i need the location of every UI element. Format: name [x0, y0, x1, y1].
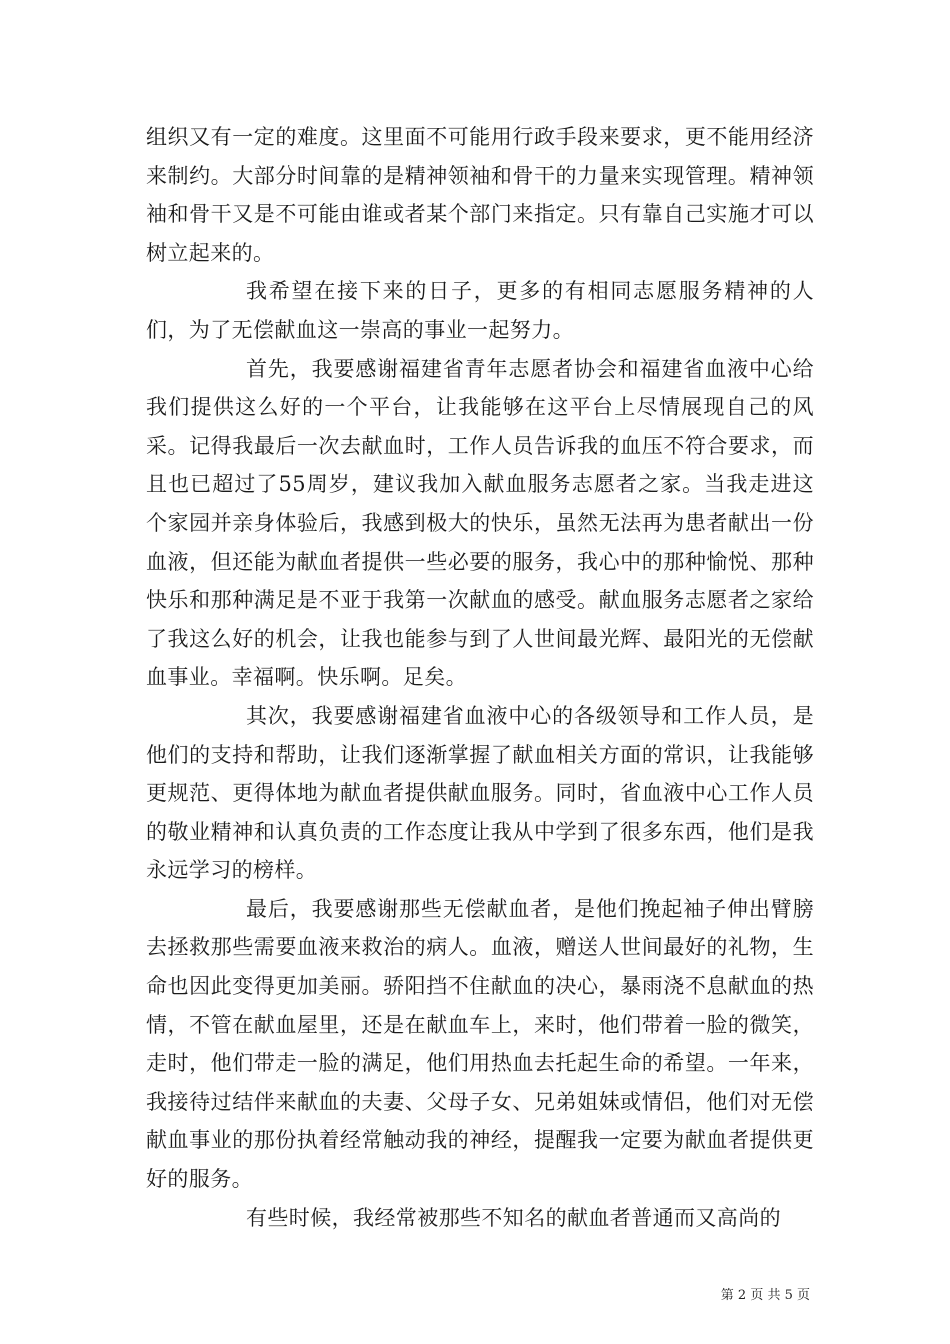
paragraph-last-thanks: 最后，我要感谢那些无偿献血者，是他们挽起袖子伸出臂膀去拯救那些需要血液来救治的病人。血液，赠送人世间最好的礼物，生命也因此变得更加美丽。骄阳挡不住献血的决心，暴雨浇不息献血的热情，不管在献血屋里，还是在献血车上，来时，他们带着一脸的微笑，走时，他们带走一脸的满足，他们用热血去托起生命的希望。一年来，我接待过结伴来献血的夫妻、父母子女、兄弟姐妹或情侣，他们对无偿献血事业的那份执着经常触动我的神经，提醒我一定要为献血者提供更好的服务。 — [146, 896, 814, 1192]
paragraph-second-thanks: 其次，我要感谢福建省血液中心的各级领导和工作人员，是他们的支持和帮助，让我们逐渐掌握了献血相关方面的常识，让我能够更规范、更得体地为献血者提供献血服务。同时，省血液中心工作人员的敬业精神和认真负责的工作态度让我从中学到了很多东西，他们是我永远学习的榜样。 — [146, 703, 814, 883]
document-body — [146, 118, 814, 1237]
paragraph-continued: 组织又有一定的难度。这里面不可能用行政手段来要求，更不能用经济来制约。大部分时间靠的是精神领袖和骨干的力量来实现管理。精神领袖和骨干又是不可能由谁或者某个部门来指定。只有靠自己实施才可以树立起来的。 — [146, 125, 814, 265]
paragraph-sometimes: 有些时候，我经常被那些不知名的献血者普通而又高尚的 — [246, 1205, 781, 1230]
paragraph-first-thanks: 首先，我要感谢福建省青年志愿者协会和福建省血液中心给我们提供这么好的一个平台，让我能够在这平台上尽情展现自己的风采。记得我最后一次去献血时，工作人员告诉我的血压不符合要求，而且也已超过了55周岁，建议我加入献血服务志愿者之家。当我走进这个家园并亲身体验后，我感到极大的快乐，虽然无法再为患者献出一份血液，但还能为献血者提供一些必要的服务，我心中的那种愉悦、那种快乐和那种满足是不亚于我第一次献血的感受。献血服务志愿者之家给了我这么好的机会，让我也能参与到了人世间最光辉、最阳光的无偿献血事业。幸福啊。快乐啊。足矣。 — [146, 356, 814, 690]
page-number-footer: 第 2 页 共 5 页 — [720, 1288, 810, 1303]
paragraph-hope: 我希望在接下来的日子，更多的有相同志愿服务精神的人们，为了无偿献血这一崇高的事业一起努力。 — [146, 279, 814, 342]
